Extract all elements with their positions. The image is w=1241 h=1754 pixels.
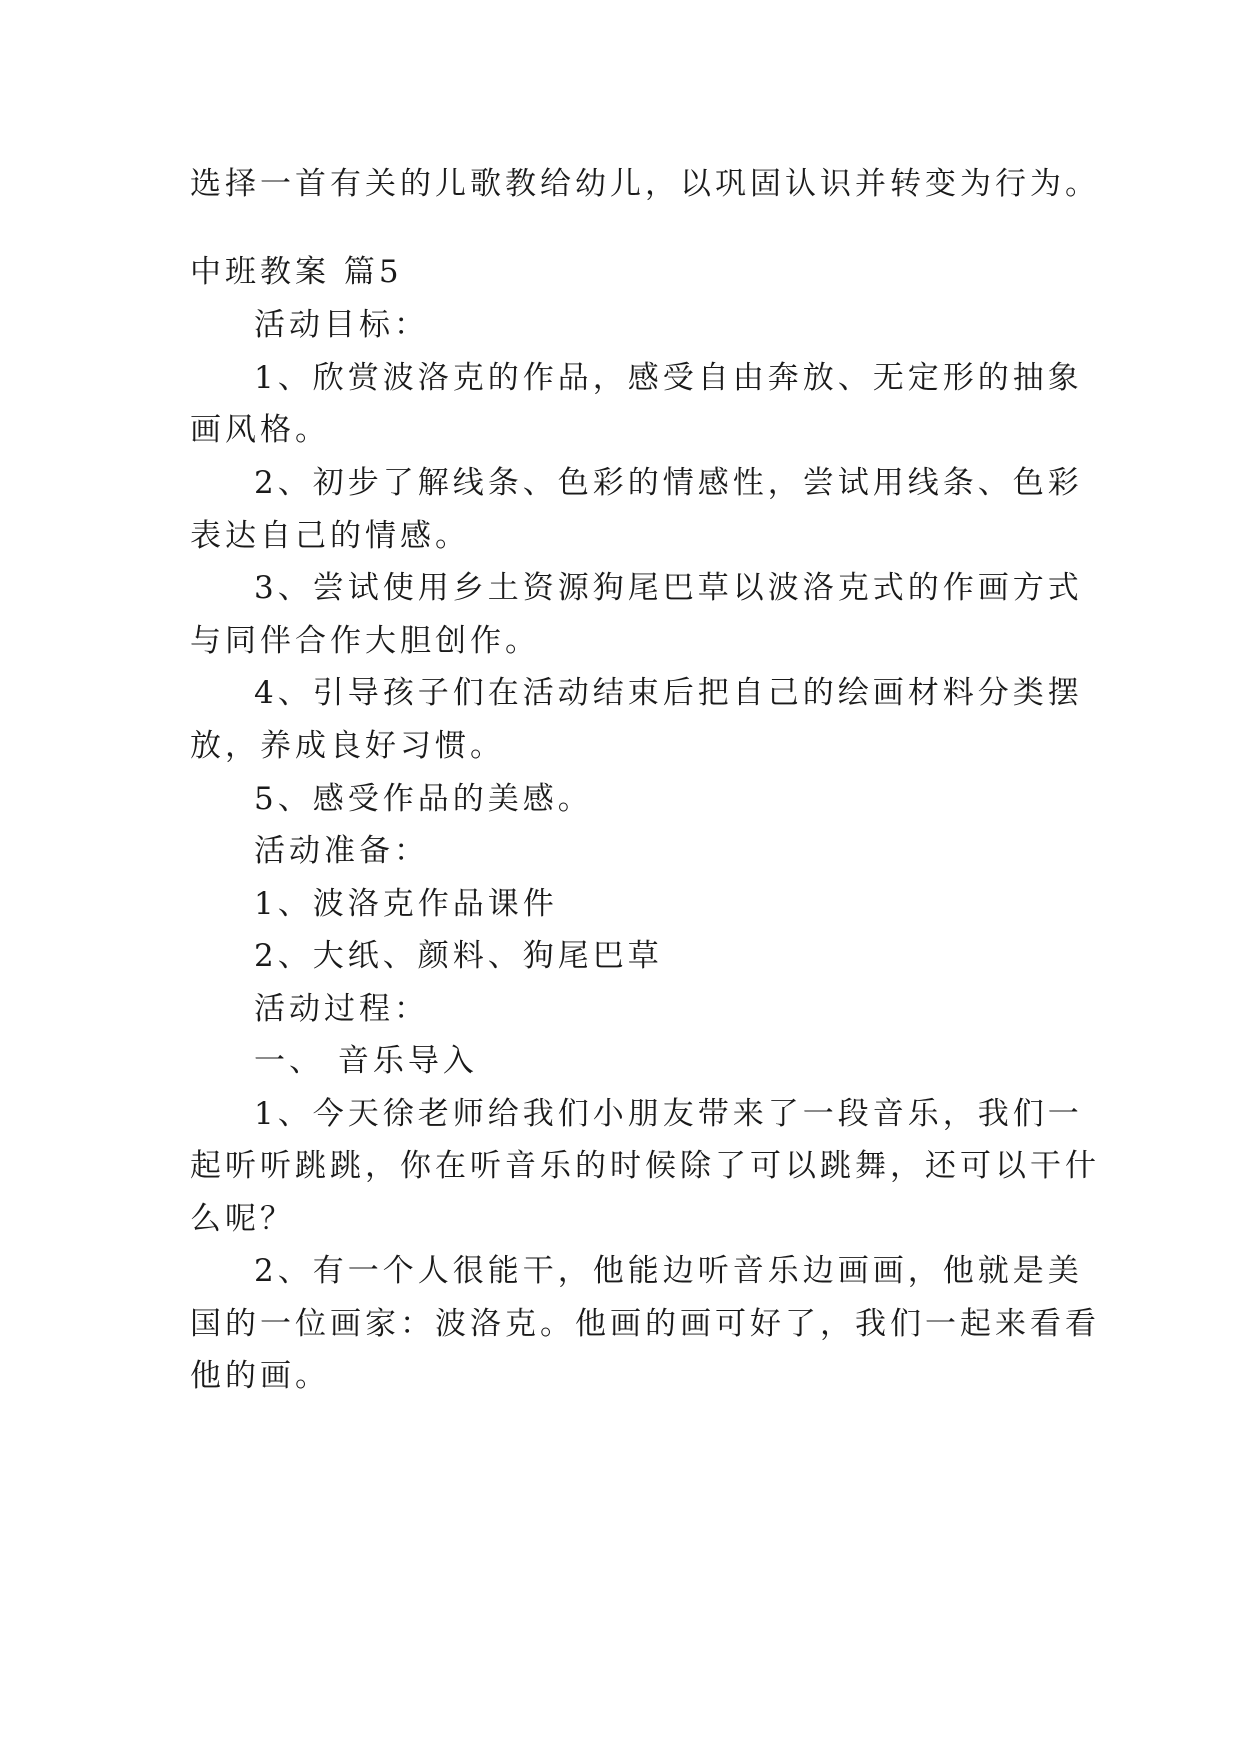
prep-item-1: 1、波洛克作品课件 [254, 886, 558, 922]
section-heading: 中班教案 篇5 [190, 254, 403, 290]
goal-5: 5、感受作品的美感。 [254, 781, 593, 817]
goal-4-line-1: 4、引导孩子们在活动结束后把自己的绘画材料分类摆 [254, 675, 1083, 711]
goal-2-line-2: 表达自己的情感。 [190, 518, 470, 554]
step-1-item-2-line-3: 他的画。 [190, 1358, 330, 1394]
step-1-item-2-line-2: 国的一位画家：波洛克。他画的画可好了，我们一起来看看 [190, 1306, 1100, 1342]
paragraph-closing-line: 选择一首有关的儿歌教给幼儿，以巩固认识并转变为行为。 [190, 166, 1100, 202]
goal-4-line-2: 放，养成良好习惯。 [190, 728, 505, 764]
step-1-item-2-line-1: 2、有一个人很能干，他能边听音乐边画画，他就是美 [254, 1253, 1083, 1289]
activity-goals-heading: 活动目标： [254, 307, 429, 343]
step-1-heading: 一、 音乐导入 [254, 1043, 478, 1079]
goal-3-line-1: 3、尝试使用乡土资源狗尾巴草以波洛克式的作画方式 [254, 570, 1083, 606]
activity-prep-heading: 活动准备： [254, 833, 429, 869]
prep-item-2: 2、大纸、颜料、狗尾巴草 [254, 938, 663, 974]
step-1-item-1-line-3: 么呢？ [190, 1201, 295, 1237]
goal-1-line-2: 画风格。 [190, 412, 330, 448]
goal-3-line-2: 与同伴合作大胆创作。 [190, 623, 540, 659]
goal-2-line-1: 2、初步了解线条、色彩的情感性，尝试用线条、色彩 [254, 465, 1083, 501]
step-1-item-1-line-1: 1、今天徐老师给我们小朋友带来了一段音乐，我们一 [254, 1096, 1083, 1132]
step-1-item-1-line-2: 起听听跳跳，你在听音乐的时候除了可以跳舞，还可以干什 [190, 1148, 1100, 1184]
goal-1-line-1: 1、欣赏波洛克的作品，感受自由奔放、无定形的抽象 [254, 360, 1083, 396]
activity-process-heading: 活动过程： [254, 991, 429, 1027]
